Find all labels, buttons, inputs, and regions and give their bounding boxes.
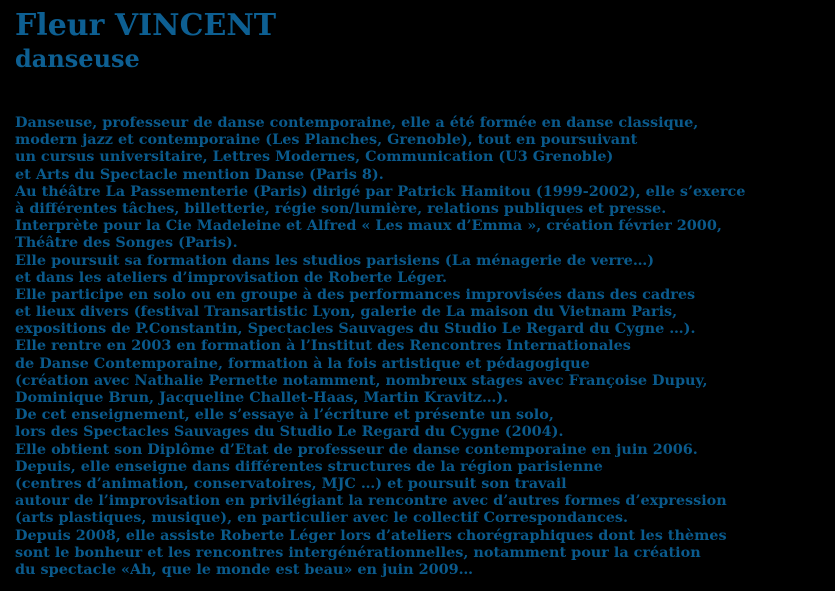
biography-line: Interprète pour la Cie Madeleine et Alfred « Les maux d’Emma », création février 2000, [15, 217, 722, 235]
biography-line: (arts plastiques, musique), en particulier avec le collectif Correspondances. [15, 509, 628, 527]
biography-line: de Danse Contemporaine, formation à la fois artistique et pédagogique [15, 354, 590, 372]
biography-line: modern jazz et contemporaine (Les Planches, Grenoble), tout en poursuivant [15, 131, 638, 149]
biography-line: autour de l’improvisation en privilégiant la rencontre avec d’autres formes d’expression [15, 492, 727, 510]
biography-line: et lieux divers (festival Transartistic Lyon, galerie de La maison du Vietnam Paris, [15, 303, 678, 321]
biography-line: De cet enseignement, elle s’essaye à l’écriture et présente un solo, [15, 406, 554, 424]
biography-line: expositions de P.Constantin, Spectacles Sauvages du Studio Le Regard du Cygne …). [15, 320, 696, 338]
biography-line: (centres d’animation, conservatoires, MJC …) et poursuit son travail [15, 474, 567, 492]
biography-line: lors des Spectacles Sauvages du Studio Le Regard du Cygne (2004). [15, 423, 564, 441]
biography-line: Au théâtre La Passementerie (Paris) dirigé par Patrick Hamitou (1999-2002), elle s’exerce [15, 182, 746, 200]
biography-line: Théâtre des Songes (Paris). [15, 234, 238, 252]
biography-line: Elle poursuit sa formation dans les studios parisiens (La ménagerie de verre…) [15, 251, 655, 269]
biography-line: Dominique Brun, Jacqueline Challet-Haas, Martin Kravitz…). [15, 389, 509, 406]
page-title: Fleur VINCENT [15, 8, 277, 43]
biography-text [15, 114, 830, 578]
biography-line: Depuis 2008, elle assiste Roberte Léger lors d’ateliers chorégraphiques dont les thèmes [15, 526, 727, 544]
biography-line: Elle obtient son Diplôme d’Etat de professeur de danse contemporaine en juin 2006. [15, 440, 698, 458]
biography-line: et dans les ateliers d’improvisation de Roberte Léger. [15, 268, 448, 286]
biography-line: sont le bonheur et les rencontres intergénérationnelles, notamment pour la création [15, 543, 701, 561]
biography-line: à différentes tâches, billetterie, régie son/lumière, relations publiques et presse. [15, 199, 667, 217]
page-subtitle: danseuse [15, 44, 140, 73]
biography-line: du spectacle «Ah, que le monde est beau» en juin 2009… [15, 560, 474, 578]
biography-line: Elle rentre en 2003 en formation à l’Institut des Rencontres Internationales [15, 337, 631, 355]
biography-line: (création avec Nathalie Pernette notamment, nombreux stages avec Françoise Dupuy, [15, 371, 708, 389]
page-content [15, 8, 830, 578]
biography-line: Depuis, elle enseigne dans différentes structures de la région parisienne [15, 457, 603, 475]
biography-line: et Arts du Spectacle mention Danse (Paris 8). [15, 165, 384, 183]
biography-line: Danseuse, professeur de danse contemporaine, elle a été formée en danse classique, [15, 114, 699, 131]
biography-line: Elle participe en solo ou en groupe à des performances improvisées dans des cadres [15, 285, 696, 303]
biography-line: un cursus universitaire, Lettres Modernes, Communication (U3 Grenoble) [15, 148, 614, 166]
